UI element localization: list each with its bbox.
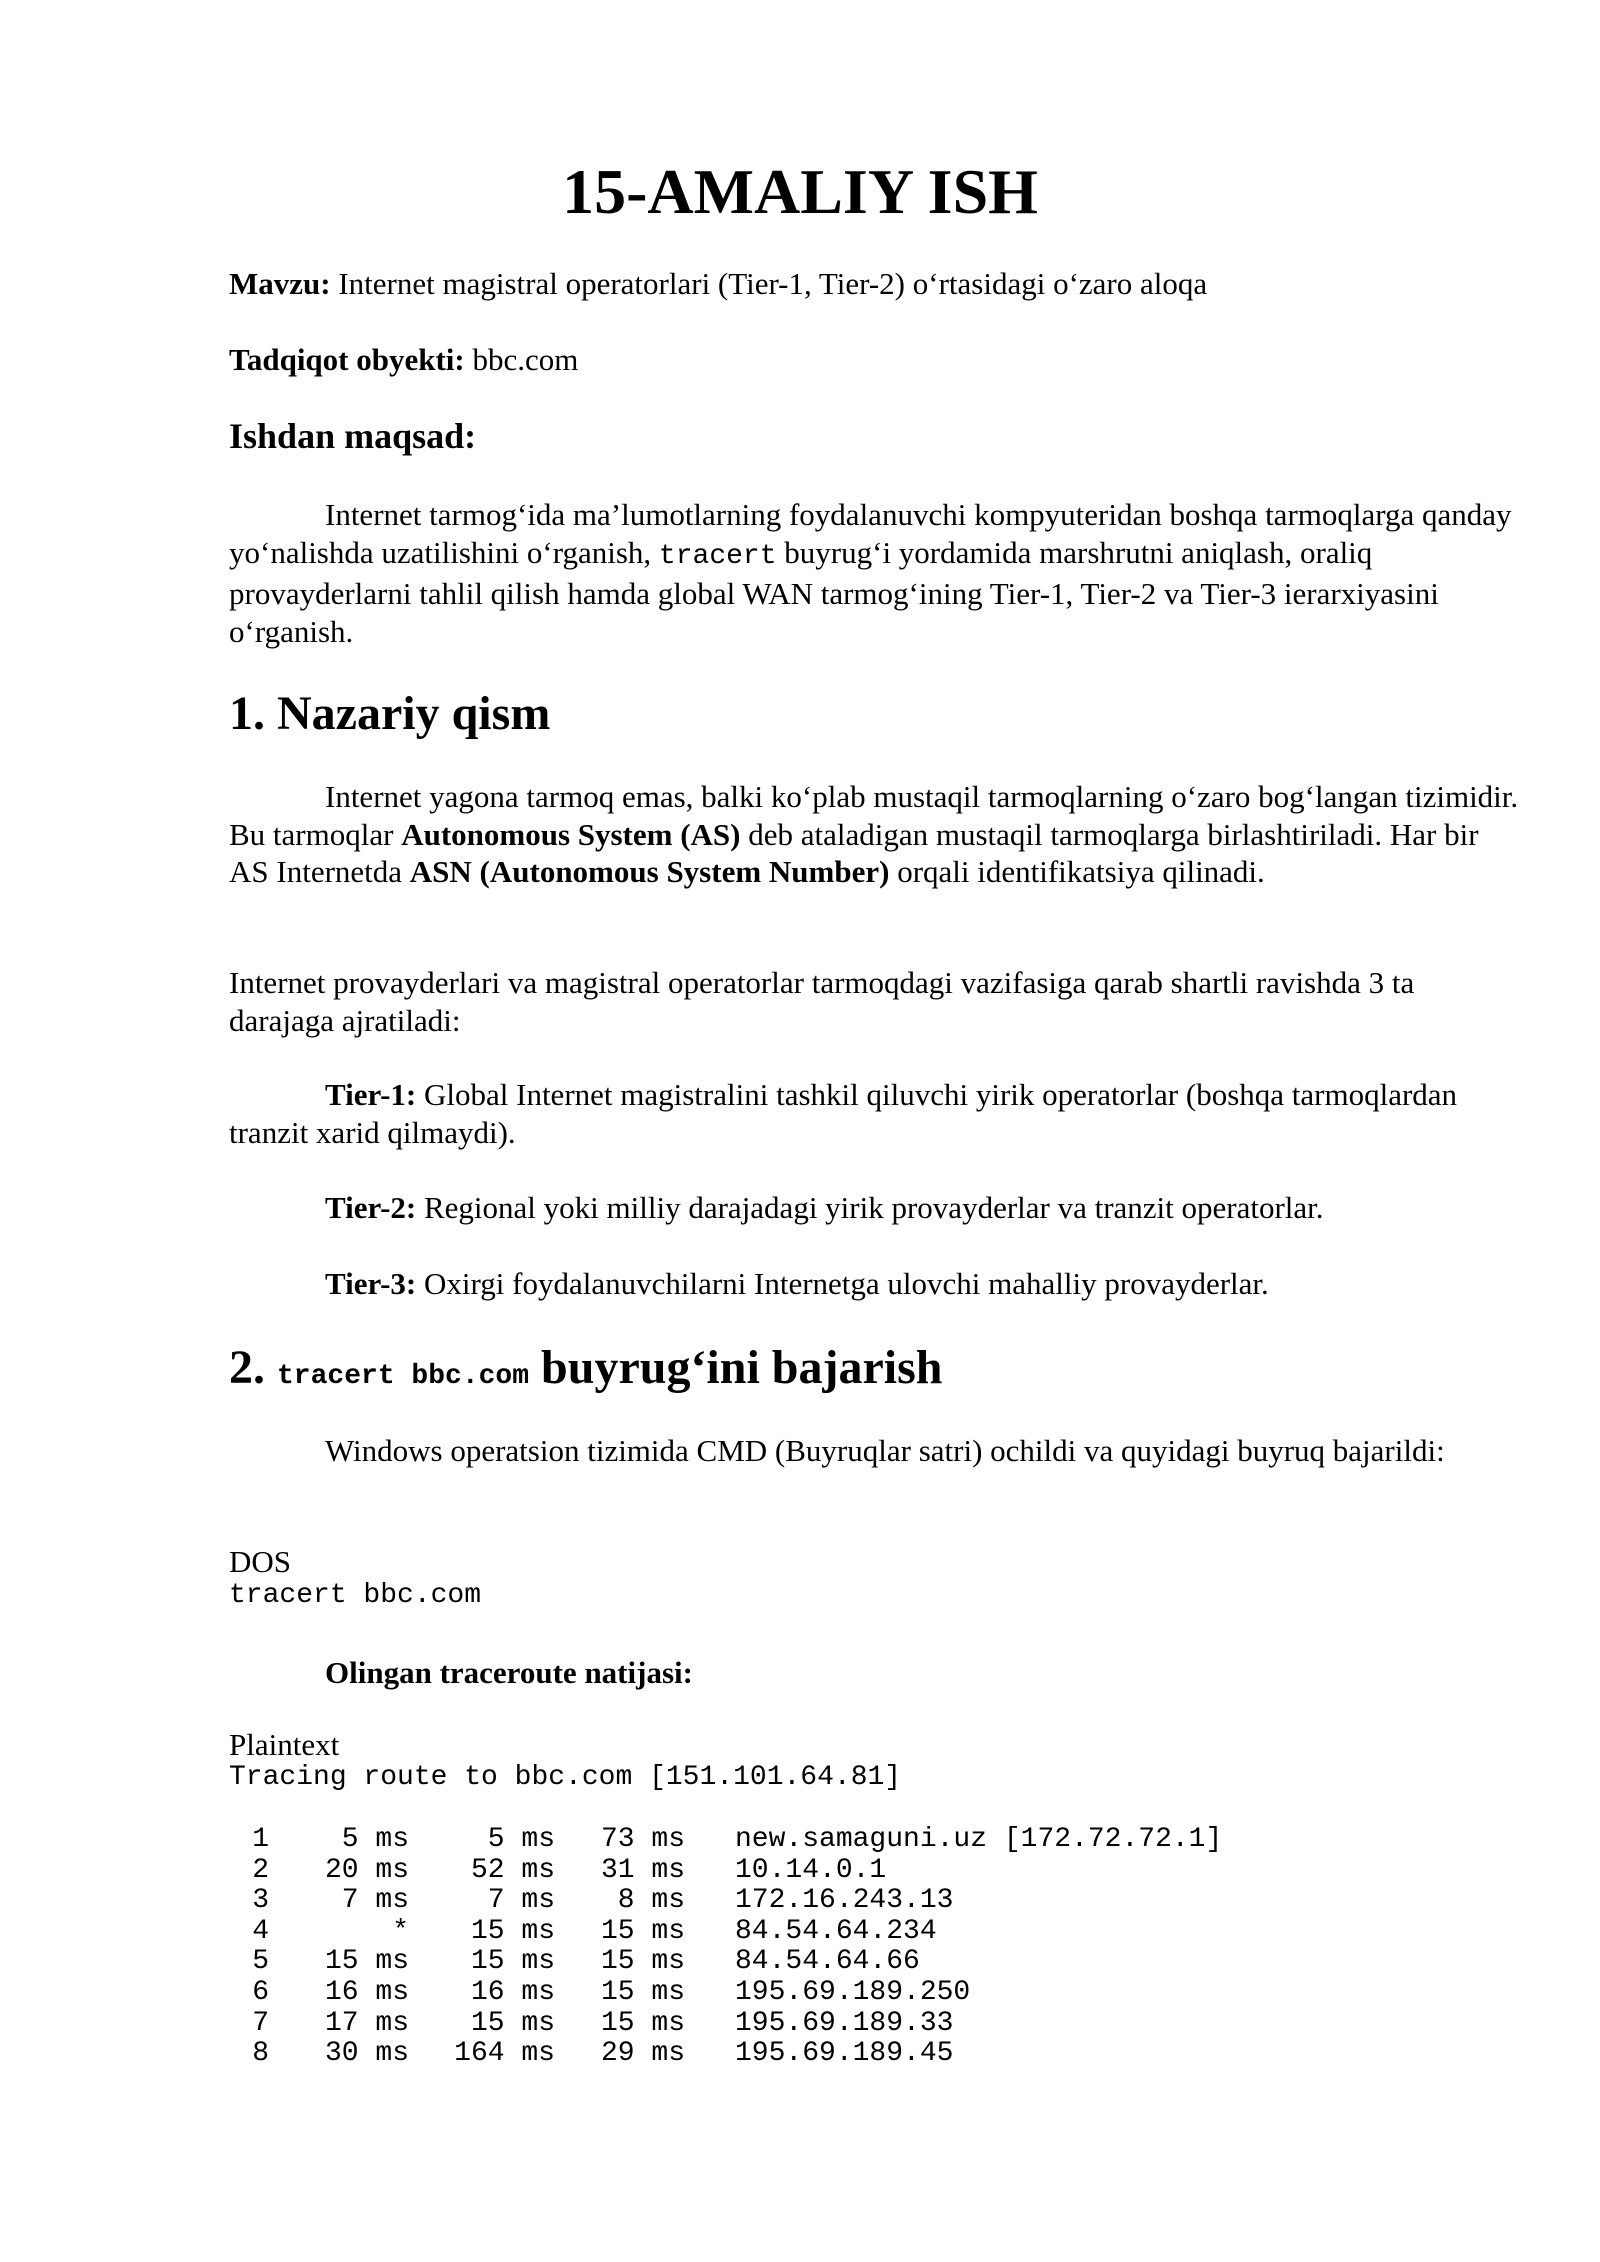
tier-3-label: Tier-3: [325, 1266, 417, 1301]
traceroute-row [229, 1947, 1222, 1978]
hop-host: new.samaguni.uz [172.72.72.1] [735, 1824, 1223, 1855]
goal-text-1: Internet tarmog‘ida ma’lumotlarning foydalanuvchi kompyuteridan boshqa tarmoqlarga qanday yo‘nalishda uzatilishini o‘rganish, [229, 497, 1512, 570]
rtt-1: 30 ms [324, 2038, 409, 2070]
tier-2-text: Regional yoki milliy darajadagi yirik provayderlar va tranzit operatorlar. [416, 1190, 1324, 1225]
section-2-number: 2. [229, 1341, 277, 1394]
traceroute-row [229, 2009, 1222, 2040]
traceroute-row [229, 2039, 1222, 2070]
traceroute-table [229, 1825, 1222, 2070]
topic-label: Mavzu: [229, 266, 331, 301]
hop-number: 1 [252, 1824, 269, 1855]
traceroute-row [229, 1886, 1222, 1917]
tier-1-label: Tier-1: [325, 1077, 417, 1112]
section-2-heading [229, 1338, 942, 1407]
rtt-1: 17 ms [324, 2007, 409, 2039]
topic-text: Internet magistral operatorlari (Tier-1, Tier-2) o‘rtasidagi o‘zaro aloqa [330, 266, 1208, 301]
tier-2-paragraph [229, 1189, 1519, 1227]
rtt-1: 15 ms [324, 1946, 409, 1978]
rtt-1: * [392, 1915, 409, 1947]
section-2-intro: Windows operatsion tizimida CMD (Buyruqlar satri) ochildi va quyidagi buyruq bajarildi: [325, 1433, 1445, 1468]
code-language-plaintext: Plaintext [229, 1727, 340, 1762]
rtt-2: 5 ms [487, 1824, 555, 1855]
hop-host: 195.69.189.33 [735, 2007, 954, 2039]
theory-text-e: orqali identifikatsiya qilinadi. [889, 854, 1265, 889]
traceroute-row [229, 1917, 1222, 1948]
hop-number: 8 [252, 2038, 269, 2070]
page-title: 15-AMALIY ISH [562, 156, 1038, 227]
rtt-3: 15 ms [600, 2007, 685, 2039]
rtt-1: 7 ms [341, 1885, 409, 1917]
topic-line [229, 264, 1207, 304]
rtt-3: 15 ms [600, 1915, 685, 1947]
section-2-heading-code: tracert bbc.com [277, 1361, 530, 1392]
traceroute-row [229, 1856, 1222, 1887]
section-1-heading: 1. Nazariy qism [229, 687, 551, 740]
code-language-dos: DOS [229, 1544, 292, 1579]
rtt-1: 20 ms [324, 1854, 409, 1886]
rtt-2: 15 ms [470, 2007, 555, 2039]
rtt-3: 8 ms [617, 1885, 685, 1917]
traceroute-row [229, 1825, 1222, 1856]
hop-host: 84.54.64.234 [735, 1915, 937, 1947]
section-2-heading-text: buyrug‘ini bajarish [529, 1341, 943, 1394]
tier-3-text: Oxirgi foydalanuvchilarni Internetga ulovchi mahalliy provayderlar. [416, 1266, 1269, 1301]
rtt-1: 5 ms [341, 1824, 409, 1855]
hop-host: 10.14.0.1 [735, 1854, 887, 1886]
rtt-3: 15 ms [600, 1976, 685, 2008]
tier-1-paragraph [229, 1076, 1519, 1151]
rtt-3: 29 ms [600, 2038, 685, 2070]
goal-text-2: buyrug‘i yordamida marshrutni aniqlash, oraliq provayderlarni tahlil qilish hamda global WAN tarmog‘ining Tier-1, Tier-2 va Tier-3 ierarxiyasini o‘rganish. [229, 534, 1439, 649]
command-code: tracert bbc.com [229, 1580, 482, 1611]
theory-text-c: deb ataladigan mustaqil tarmoqlarga birlashtiriladi. Har bir AS Internetda [229, 816, 1479, 889]
traceroute-rows [229, 1825, 1222, 2070]
hop-host: 195.69.189.250 [735, 1976, 971, 2008]
research-object-line [229, 340, 578, 380]
hop-host: 84.54.64.66 [735, 1946, 920, 1978]
hop-number: 3 [252, 1885, 269, 1917]
rtt-2: 15 ms [470, 1915, 555, 1947]
tier-2-label: Tier-2: [325, 1190, 417, 1225]
hop-number: 5 [252, 1946, 269, 1978]
hop-number: 4 [252, 1915, 269, 1947]
hop-number: 2 [252, 1854, 269, 1886]
rtt-3: 15 ms [600, 1946, 685, 1978]
goal-heading: Ishdan maqsad: [229, 416, 477, 456]
research-object-text: bbc.com [464, 342, 579, 377]
theory-paragraph-1 [229, 778, 1519, 891]
theory-bold-asn: ASN (Autonomous System Number) [409, 854, 890, 889]
rtt-2: 7 ms [487, 1885, 555, 1917]
rtt-2: 164 ms [454, 2038, 555, 2070]
theory-text-a: Internet yagona tarmoq emas, balki ko‘plab mustaqil tarmoqlarning o‘zaro bog‘langan tizimidir. Bu tarmoqlar [229, 779, 1519, 852]
goal-inline-code: tracert [658, 540, 777, 572]
rtt-2: 16 ms [470, 1976, 555, 2008]
trace-header: Tracing route to bbc.com [151.101.64.81] [229, 1762, 902, 1793]
rtt-1: 16 ms [324, 1976, 409, 2008]
theory-bold-as: Autonomous System (AS) [401, 816, 741, 852]
rtt-2: 15 ms [470, 1946, 555, 1978]
rtt-2: 52 ms [470, 1854, 555, 1886]
hop-host: 172.16.243.13 [735, 1885, 954, 1917]
result-heading-text: Olingan traceroute natijasi: [325, 1655, 693, 1690]
theory-paragraph-2: Internet provayderlari va magistral operatorlar tarmoqdagi vazifasiga qarab shartli ravishda 3 ta darajaga ajratiladi: [229, 965, 1415, 1038]
goal-paragraph [229, 496, 1519, 650]
tier-3-paragraph [229, 1265, 1519, 1303]
hop-number: 7 [252, 2007, 269, 2039]
tier-1-text: Global Internet magistralini tashkil qiluvchi yirik operatorlar (boshqa tarmoqlardan tranzit xarid qilmaydi). [229, 1077, 1458, 1150]
research-object-label: Tadqiqot obyekti: [229, 342, 465, 377]
hop-host: 195.69.189.45 [735, 2038, 954, 2070]
result-heading [325, 1653, 693, 1693]
rtt-3: 31 ms [600, 1854, 685, 1886]
rtt-3: 73 ms [600, 1824, 685, 1855]
hop-number: 6 [252, 1976, 269, 2008]
traceroute-row [229, 1978, 1222, 2009]
